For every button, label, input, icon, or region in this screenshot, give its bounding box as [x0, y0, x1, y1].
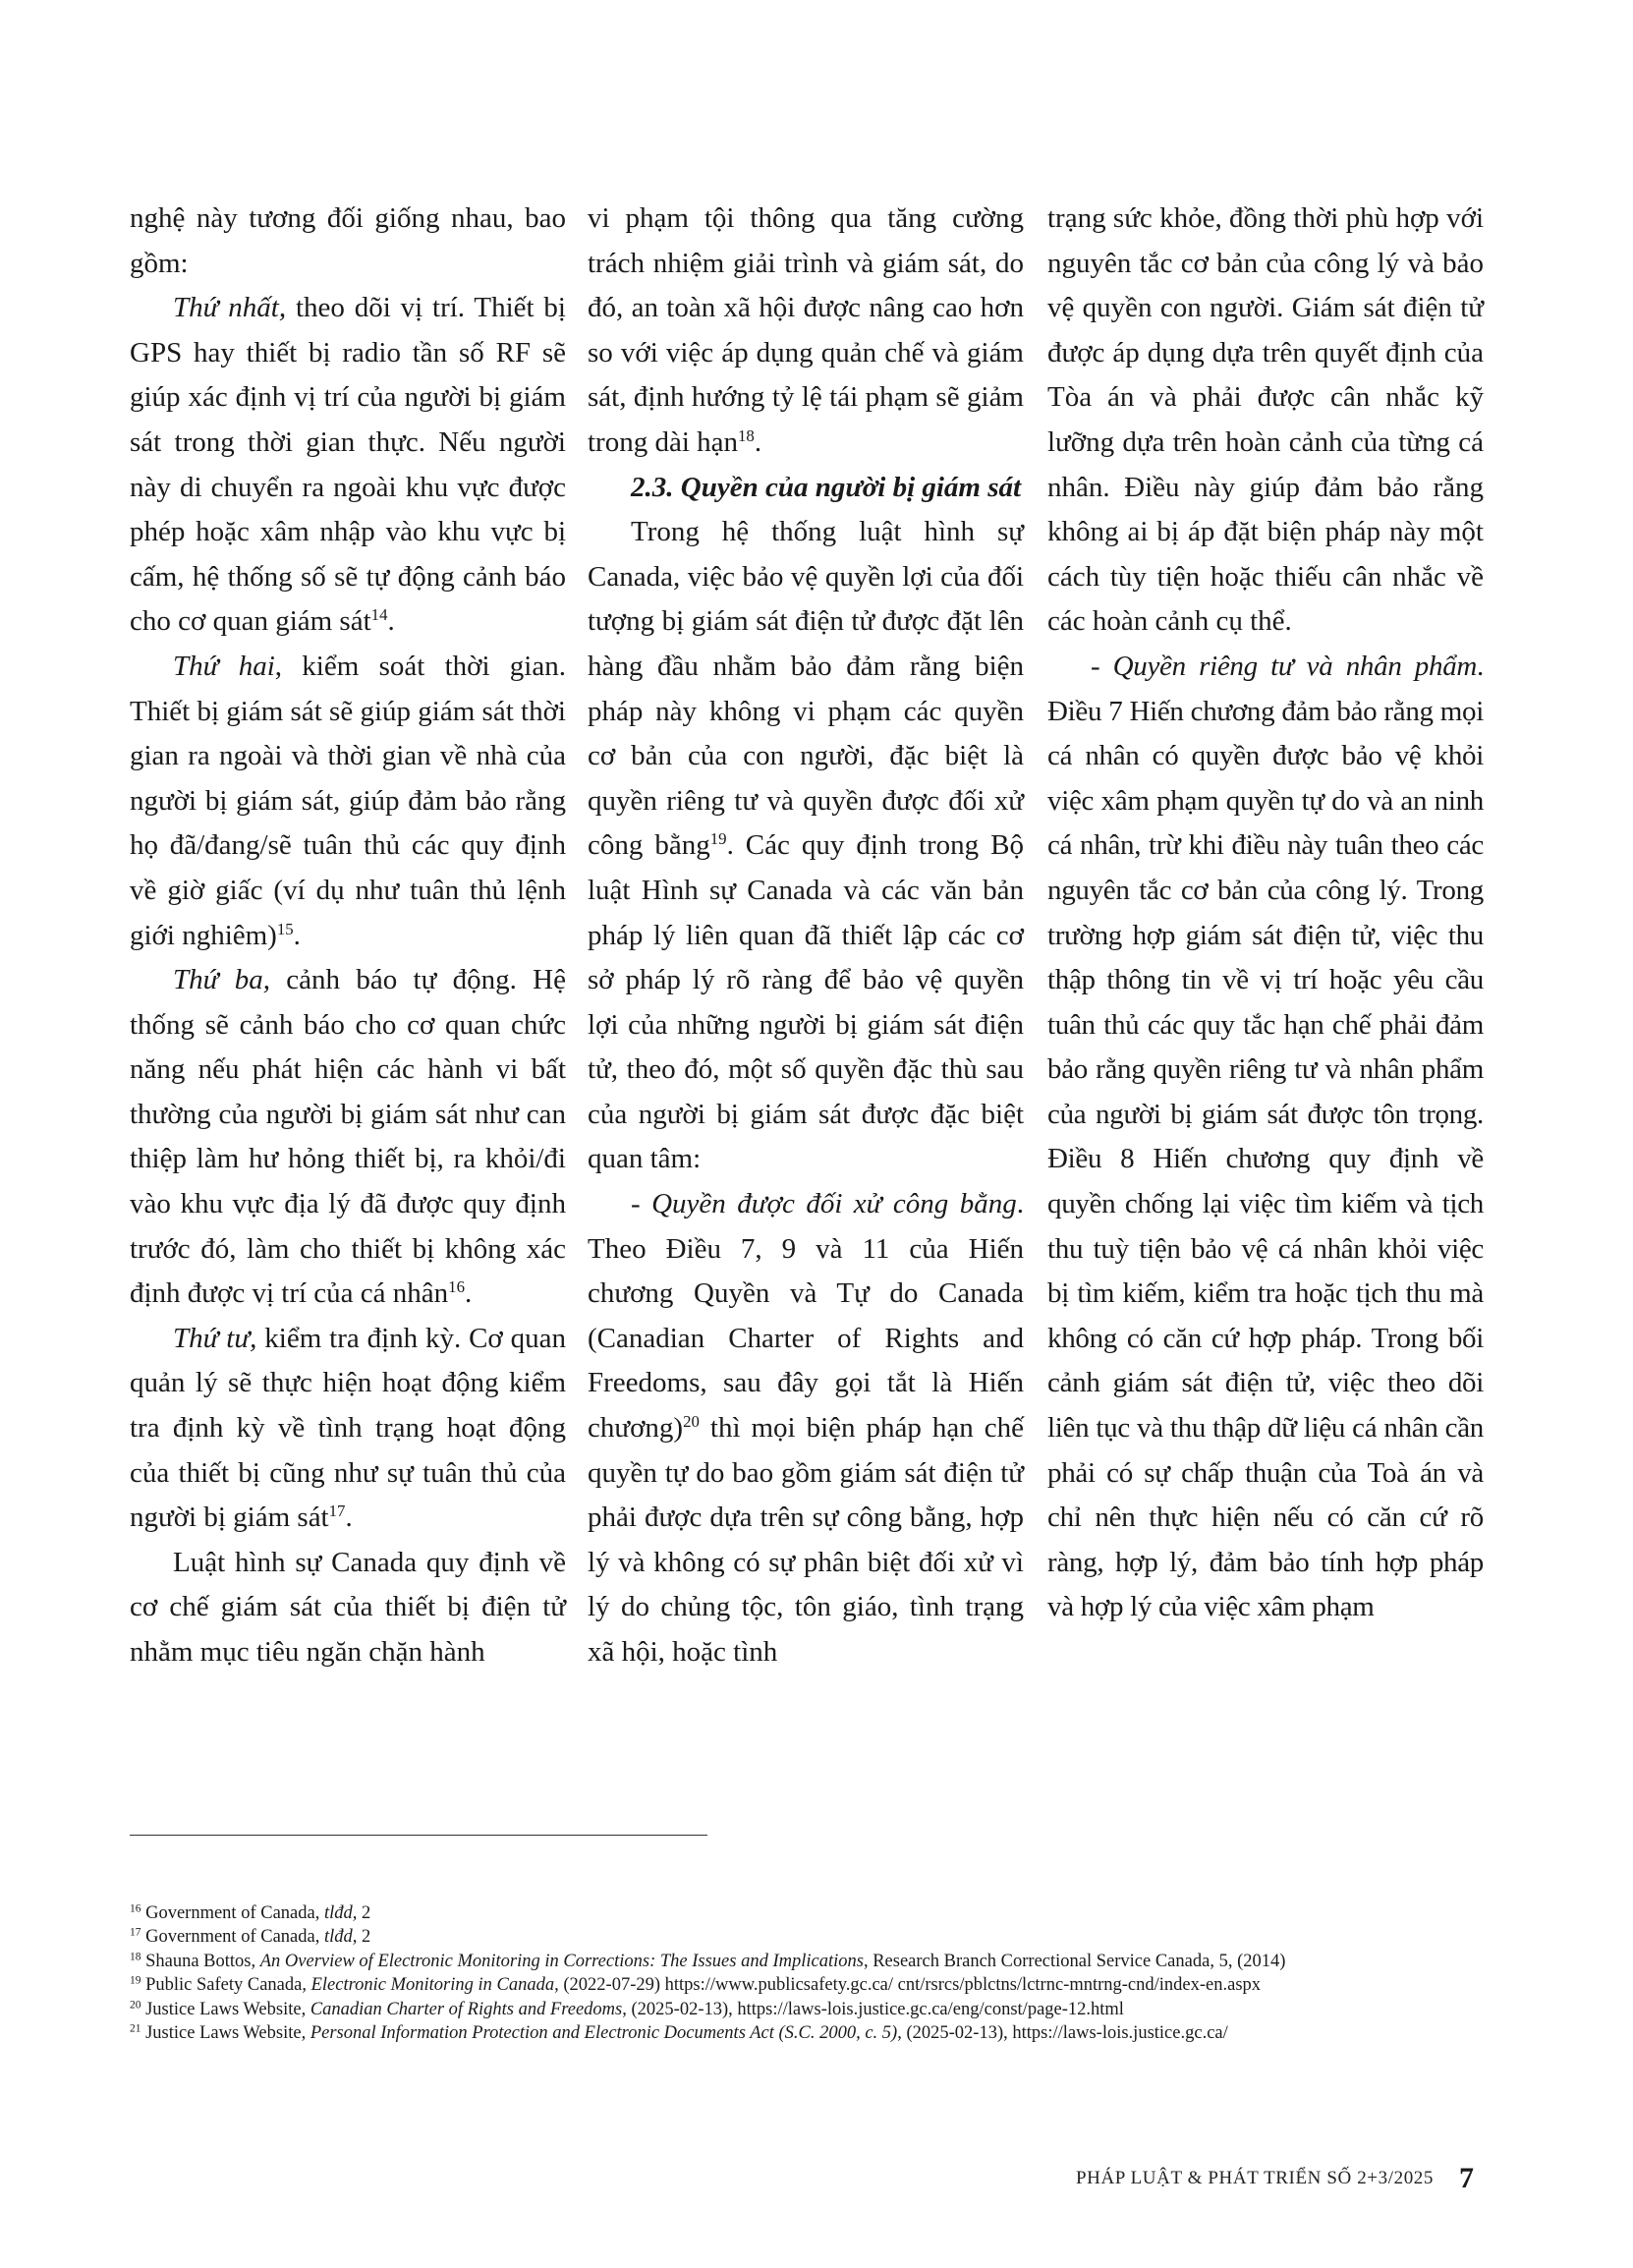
footnote-ref[interactable]: 14	[370, 605, 388, 625]
page-number: 7	[1459, 2162, 1474, 2194]
page-footer	[1012, 2162, 1474, 2195]
text-column-2	[588, 197, 1024, 1675]
footnote: $^{16}$ Government of Canada, tlđd, 2	[130, 1902, 371, 1923]
paragraph: - Quyền riêng tư và nhân phẩm. Điều 7 Hiến chương đảm bảo rằng mọi cá nhân có quyền được bảo vệ khỏi việc xâm phạm quyền tự do và an ninh cá nhân, trừ khi điều này tuân theo các nguyên tắc cơ bản của công lý. Trong trường hợp giám sát điện tử, việc thu thập thông tin về vị trí hoặc yêu cầu tuân thủ các quy tắc hạn chế phải đảm bảo rằng quyền riêng tư và nhân phẩm của người bị giám sát được tôn trọng. Điều 8 Hiến chương quy định về quyền chống lại việc tìm kiếm và tịch thu tuỳ tiện bảo vệ cá nhân khỏi việc bị tìm kiếm, kiểm tra hoặc tịch thu mà không có căn cứ hợp pháp. Trong bối cảnh giám sát điện tử, việc theo dõi liên tục và thu thập dữ liệu cá nhân cần phải có sự chấp thuận của Toà án và chỉ nên thực hiện nếu có căn cứ rõ ràng, hợp lý, đảm bảo tính hợp pháp và hợp lý của việc xâm phạm	[1047, 650, 1484, 1623]
paragraph: nghệ này tương đối giống nhau, bao gồm:	[130, 202, 566, 279]
footnote: $^{19}$ Public Safety Canada, Electronic Monitoring in Canada, (2022-07-29) https://www.publicsafety.gc.ca/ cnt/rsrcs/pblctns/lctrnc-mntrng-cnd/index-en.aspx	[130, 1974, 1262, 1996]
footnote-ref[interactable]: 20	[683, 1411, 700, 1431]
footnote-divider	[130, 1835, 707, 1836]
footnote-ref[interactable]: 18	[738, 425, 755, 445]
footnote-ref[interactable]: 19	[709, 829, 727, 849]
paragraph: Thứ nhất, theo dõi vị trí. Thiết bị GPS hay thiết bị radio tần số RF sẽ giúp xác định vị trí của người bị giám sát trong thời gian thực. Nếu người này di chuyển ra ngoài khu vực được phép hoặc xâm nhập vào khu vực bị cấm, hệ thống số sẽ tự động cảnh báo cho cơ quan giám sát$^{14}$.	[130, 292, 566, 638]
paragraph: Thứ ba, cảnh báo tự động. Hệ thống sẽ cảnh báo cho cơ quan chức năng nếu phát hiện các hành vi bất thường của người bị giám sát như can thiệp làm hư hỏng thiết bị, ra khỏi/đi vào khu vực địa lý đã được quy định trước đó, làm cho thiết bị không xác định được vị trí của cá nhân$^{16}$.	[130, 964, 566, 1310]
footnote: $^{21}$ Justice Laws Website, Personal Information Protection and Electronic Documents Act (S.C. 2000, c. 5), (2025-02-13), https://laws-lois.justice.gc.ca/	[130, 2022, 1228, 2044]
text-column-1	[130, 197, 566, 1675]
paragraph: Thứ hai, kiểm soát thời gian. Thiết bị giám sát sẽ giúp giám sát thời gian ra ngoài và thời gian về nhà của người bị giám sát, giúp đảm bảo rằng họ đã/đang/sẽ tuân thủ các quy định về giờ giấc (ví dụ như tuân thủ lệnh giới nghiêm)$^{15}$.	[130, 650, 566, 951]
footnotes	[130, 1901, 1472, 2045]
paragraph: Trong hệ thống luật hình sự Canada, việc bảo vệ quyền lợi của đối tượng bị giám sát điện tử được đặt lên hàng đầu nhằm bảo đảm rằng biện pháp này không vi phạm các quyền cơ bản của con người, đặc biệt là quyền riêng tư và quyền được đối xử công bằng$^{19}$. Các quy định trong Bộ luật Hình sự Canada và các văn bản pháp lý liên quan đã thiết lập các cơ sở pháp lý rõ ràng để bảo vệ quyền lợi của những người bị giám sát điện tử, theo đó, một số quyền đặc thù sau của người bị giám sát được đặc biệt quan tâm:	[588, 516, 1024, 1175]
paragraph: Thứ tư, kiểm tra định kỳ. Cơ quan quản lý sẽ thực hiện hoạt động kiểm tra định kỳ về tình trạng hoạt động của thiết bị cũng như sự tuân thủ của người bị giám sát$^{17}$.	[130, 1322, 566, 1534]
footnote: $^{17}$ Government of Canada, tlđd, 2	[130, 1927, 371, 1948]
paragraph: - Quyền được đối xử công bằng. Theo Điều 7, 9 và 11 của Hiến chương Quyền và Tự do Canada (Canadian Charter of Rights and Freedoms, sau đây gọi tắt là Hiến chương)$^{20}$ thì mọi biện pháp hạn chế quyền tự do bao gồm giám sát điện tử phải được dựa trên sự công bằng, hợp lý và không có sự phân biệt đối xử vì lý do chủng tộc, tôn giáo, tình trạng xã hội, hoặc tình	[588, 1188, 1024, 1668]
section-heading: 2.3. Quyền của người bị giám sát	[631, 471, 1022, 503]
footnote-ref[interactable]: 16	[448, 1277, 465, 1297]
paragraph: vi phạm tội thông qua tăng cường trách nhiệm giải trình và giám sát, do đó, an toàn xã hội được nâng cao hơn so với việc áp dụng quản chế và giám sát, định hướng tỷ lệ tái phạm sẽ giảm trong dài hạn$^{18}$.	[588, 202, 1024, 458]
footnote-ref[interactable]: 15	[276, 919, 294, 938]
footnote: $^{20}$ Justice Laws Website, Canadian Charter of Rights and Freedoms, (2025-02-13), https://laws-lois.justice.gc.ca/eng/const/page-12.html	[130, 1999, 1124, 2019]
footnote-ref[interactable]: 17	[328, 1502, 346, 1521]
footnote: $^{18}$ Shauna Bottos, An Overview of Electronic Monitoring in Corrections: The Issues and Implications, Research Branch Correctional Service Canada, 5, (2014)	[130, 1951, 1286, 1971]
journal-title: PHÁP LUẬT & PHÁT TRIỂN SỐ 2+3/2025	[1075, 2168, 1434, 2188]
paragraph: trạng sức khỏe, đồng thời phù hợp với nguyên tắc cơ bản của công lý và bảo vệ quyền con người. Giám sát điện tử được áp dụng dựa trên quyết định của Tòa án và phải được cân nhắc kỹ lưỡng dựa trên hoàn cảnh của từng cá nhân. Điều này giúp đảm bảo rằng không ai bị áp đặt biện pháp này một cách tùy tiện hoặc thiếu cân nhắc về các hoàn cảnh cụ thể.	[1047, 202, 1484, 638]
paragraph: Luật hình sự Canada quy định về cơ chế giám sát của thiết bị điện tử nhằm mục tiêu ngăn chặn hành	[130, 1546, 566, 1668]
text-column-3	[1047, 197, 1484, 1630]
